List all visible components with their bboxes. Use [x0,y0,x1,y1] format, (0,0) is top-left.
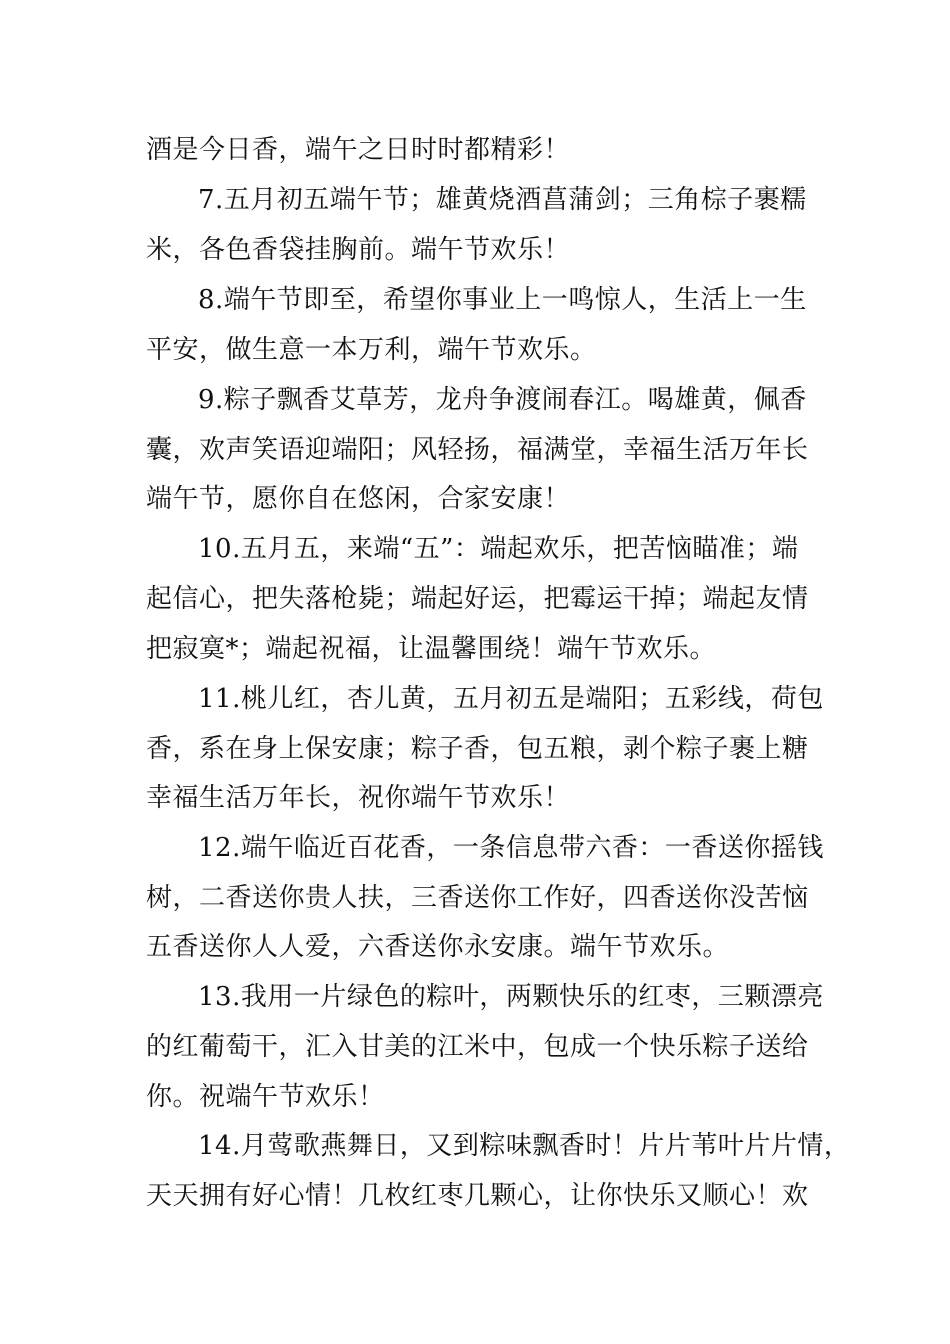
text-line: 的红葡萄干，汇入甘美的江米中，包成一个快乐粽子送给 [146,1032,809,1062]
text-line: 平安，做生意一本万利，端午节欢乐。 [146,335,597,365]
text-line: 五香送你人人爱，六香送你永安康。端午节欢乐。 [146,932,730,962]
text-line: 香，系在身上保安康；粽子香，包五粮，剥个粽子裹上糖 [146,734,809,764]
text-line: 酒是今日香，端午之日时时都精彩！ [146,135,571,165]
text-line: 囊，欢声笑语迎端阳；风轻扬，福满堂，幸福生活万年长 [146,435,809,465]
text-line: 米，各色香袋挂胸前。端午节欢乐！ [146,235,571,265]
text-line: 9.粽子飘香艾草芳，龙舟争渡闹春江。喝雄黄，佩香 [198,385,807,415]
text-line: 10.五月五，来端“五”：端起欢乐，把苦恼瞄准；端 [198,534,799,564]
text-line: 树，二香送你贵人扶，三香送你工作好，四香送你没苦恼 [146,883,809,913]
text-line: 端午节，愿你自在悠闲，合家安康！ [146,484,571,514]
text-line: 你。祝端午节欢乐！ [146,1082,385,1112]
text-line: 幸福生活万年长，祝你端午节欢乐！ [146,783,571,813]
text-line: 14.月莺歌燕舞日，又到粽味飘香时！片片苇叶片片情， [198,1131,851,1161]
text-line: 11.桃儿红，杏儿黄，五月初五是端阳；五彩线，荷包 [198,684,824,714]
text-line: 把寂寞*；端起祝福，让温馨围绕！端午节欢乐。 [146,634,717,664]
text-line: 7.五月初五端午节；雄黄烧酒菖蒲剑；三角棕子裹糯 [198,185,807,215]
text-line: 8.端午节即至，希望你事业上一鸣惊人，生活上一生 [198,285,807,315]
text-line: 天天拥有好心情！几枚红枣几颗心，让你快乐又顺心！欢 [146,1181,809,1211]
text-line: 13.我用一片绿色的粽叶，两颗快乐的红枣，三颗漂亮 [198,982,824,1012]
text-line: 起信心，把失落枪毙；端起好运，把霉运干掉；端起友情 [146,584,809,614]
text-line: 12.端午临近百花香，一条信息带六香：一香送你摇钱 [198,833,824,863]
